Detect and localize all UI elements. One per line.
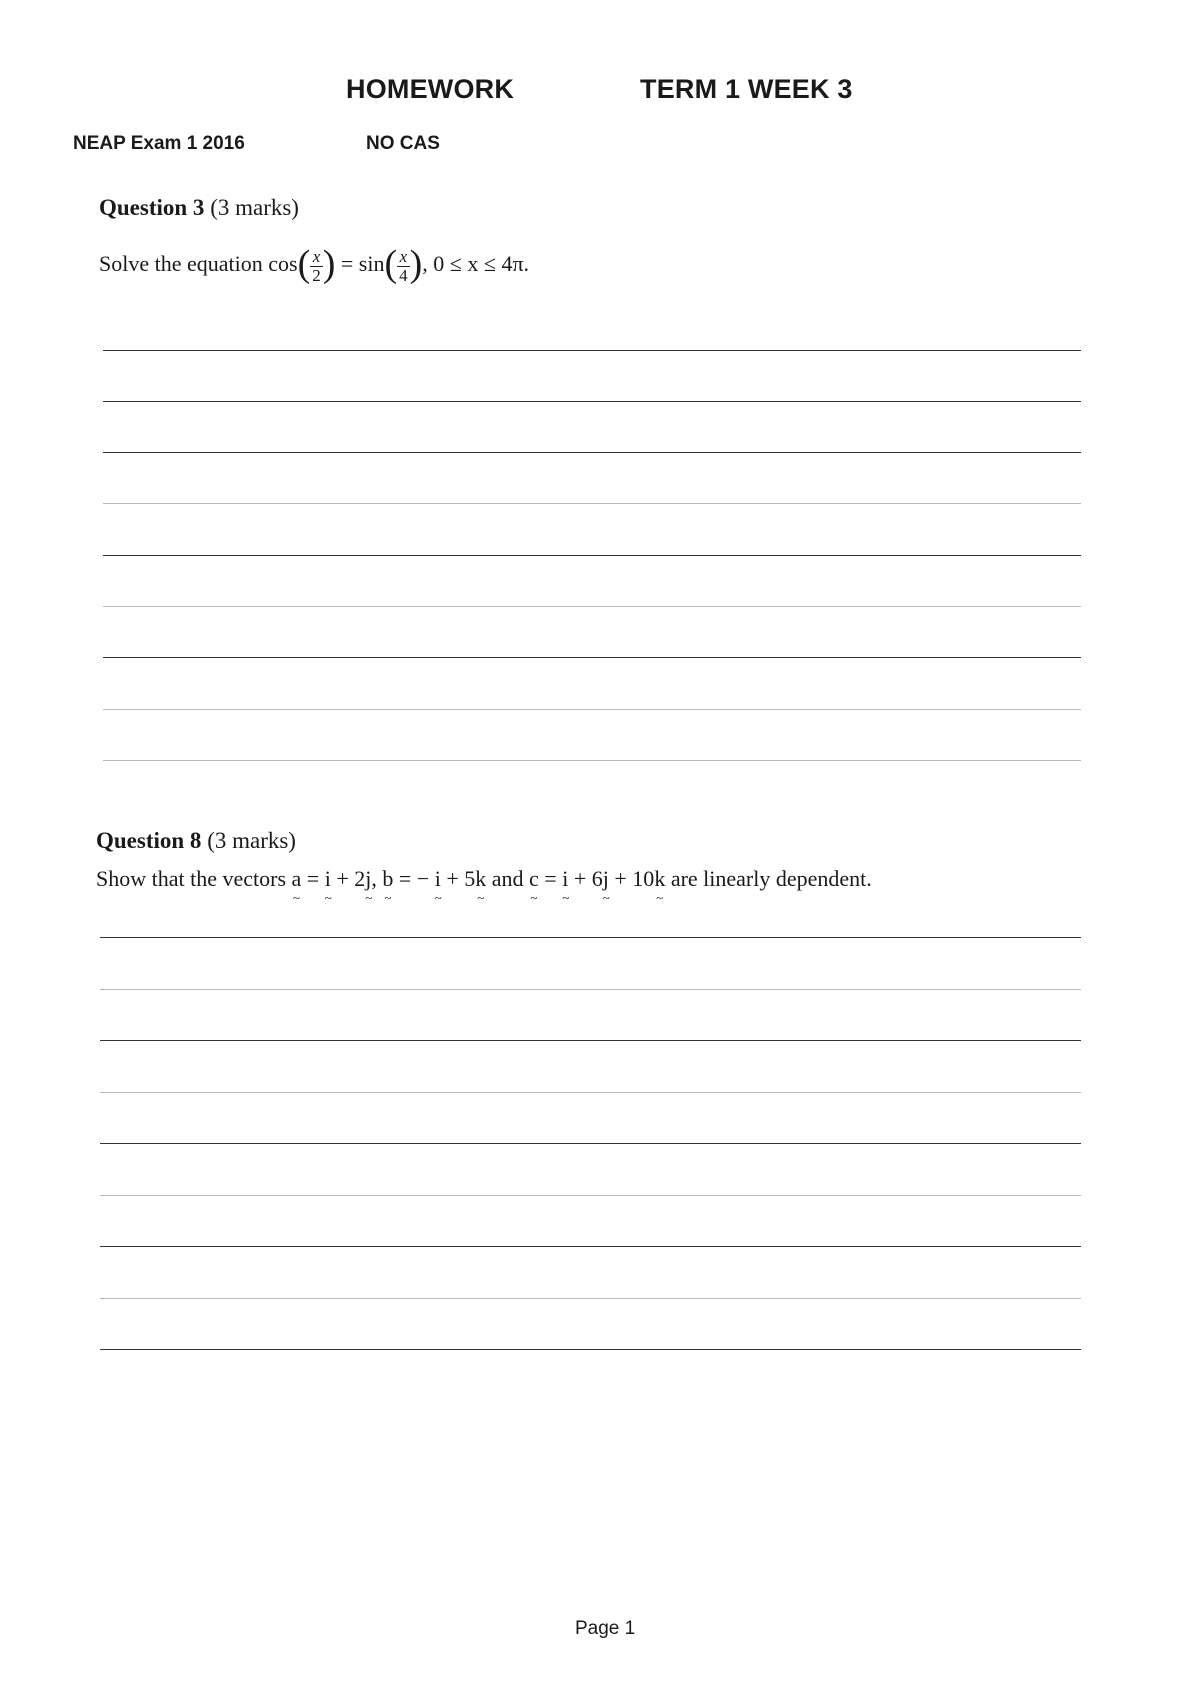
answer-line [103,657,1081,658]
vector-k: k ~ [475,866,486,892]
question-8-marks: (3 marks) [207,828,296,853]
question-8-text: Show that the vectors a ~ = i ~ + 2j ~, b ~ = − i ~ + 5k ~ and c ~ = i ~ + 6j ~ + 10k ~ are linearly dependent. [96,866,872,892]
q3-prefix: Solve the equation cos [99,251,298,277]
vector-k: k ~ [654,866,665,892]
answer-line [100,1195,1081,1196]
vector-c: c ~ [529,866,539,892]
question-8-label: Question 8 [96,828,202,853]
answer-line [103,760,1081,761]
answer-line [100,937,1081,938]
answer-line [100,1246,1081,1247]
answer-line [100,989,1081,990]
answer-line [103,709,1081,710]
answer-line [103,350,1081,351]
question-8-title [96,828,296,854]
vector-i: i ~ [325,866,331,892]
answer-line [100,1143,1081,1144]
page-title: HOMEWORK [346,74,515,104]
answer-line [103,555,1081,556]
calculator-note: NO CAS [366,133,440,154]
answer-line [100,1040,1081,1041]
answer-line [100,1349,1081,1350]
vector-j: j ~ [603,866,609,892]
term-week-label: TERM 1 WEEK 3 [640,74,853,104]
vector-i: i ~ [562,866,568,892]
q3-domain: , 0 ≤ x ≤ 4π. [422,251,530,277]
vector-j: j ~ [365,866,371,892]
answer-line [103,503,1081,504]
vector-i: i ~ [435,866,441,892]
fraction-x-over-2: $\frac{x}{2}$ [312,246,321,285]
question-3-marks: (3 marks) [210,195,299,220]
answer-line [103,401,1081,402]
question-3-label: Question 3 [99,195,205,220]
q3-equals: = sin [335,251,385,277]
exam-source: NEAP Exam 1 2016 [73,133,245,154]
page-number: Page 1 [575,1618,636,1639]
question-3-title [99,195,299,221]
answer-line [103,606,1081,607]
answer-line [100,1092,1081,1093]
vector-a: a ~ [292,866,302,892]
answer-line [100,1298,1081,1299]
question-3-text: Solve the equation cos( $\frac{x}{2}$ ) = sin( $\frac{x}{4}$ ), 0 ≤ x ≤ 4π. [99,243,530,285]
vector-b: b ~ [382,866,393,892]
fraction-x-over-4: $\frac{x}{4}$ [399,246,408,285]
answer-line [103,452,1081,453]
